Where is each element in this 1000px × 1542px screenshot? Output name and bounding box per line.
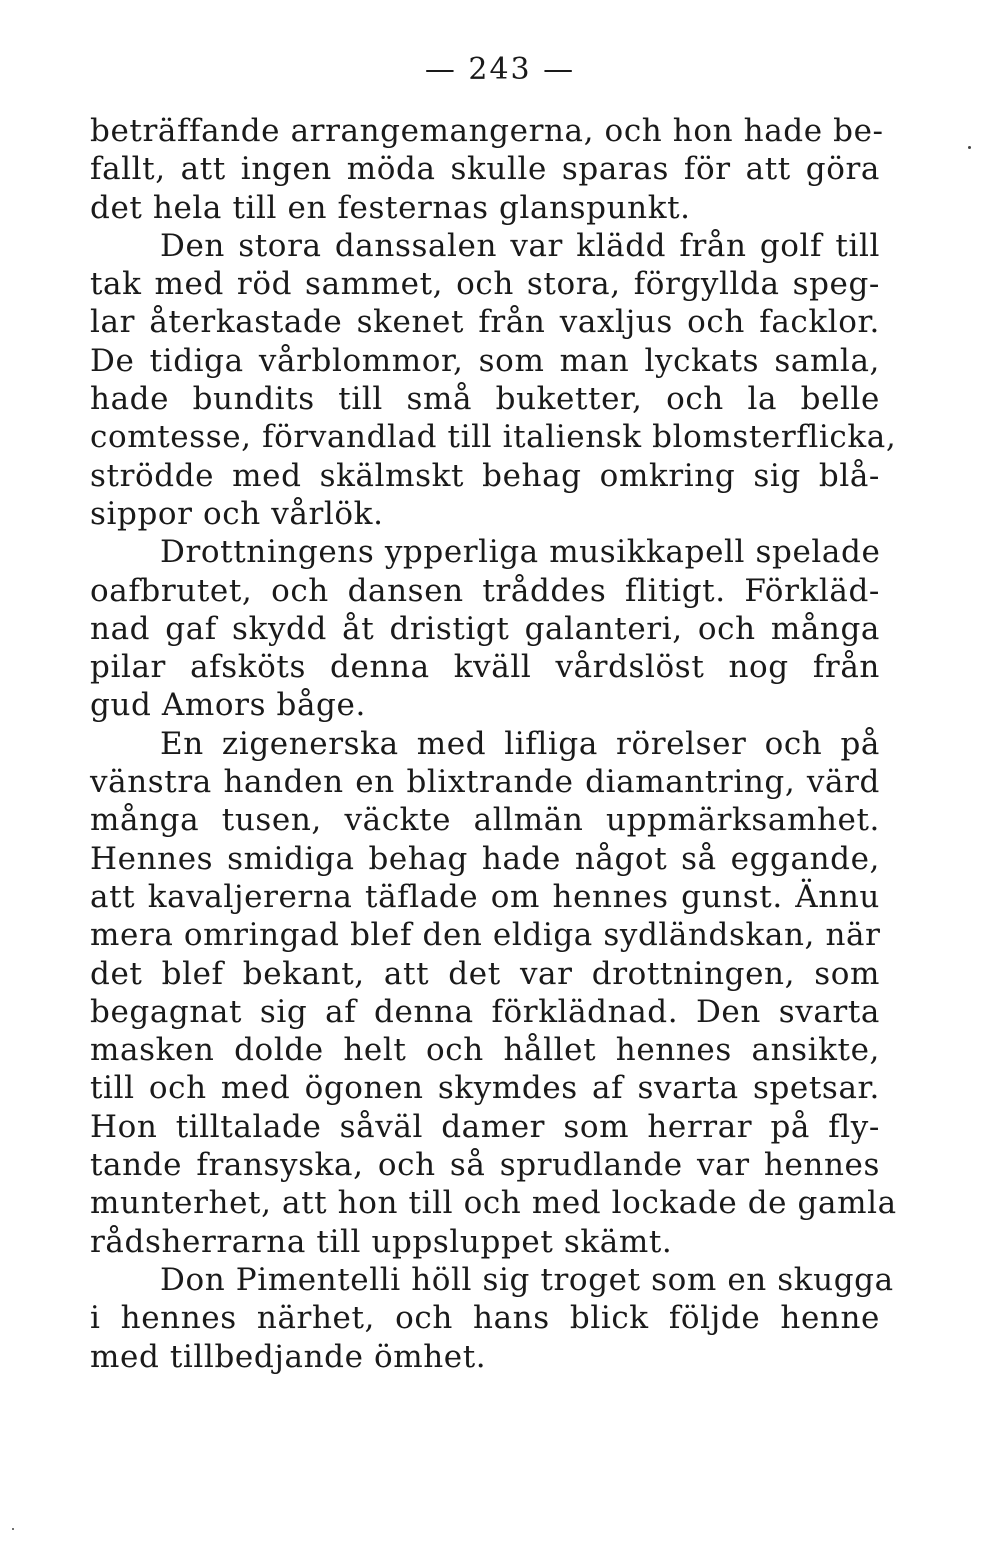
text-line: fallt, att ingen möda skulle sparas för att göra — [90, 151, 880, 188]
print-speck — [12, 1528, 14, 1530]
text-line: många tusen, väckte allmän uppmärksamhet. — [90, 802, 880, 839]
text-line: Drottningens ypperliga musikkapell spelade — [160, 534, 881, 571]
text-line: En zigenerska med lifliga rörelser och på — [160, 725, 880, 762]
text-line: lar återkastade skenet från vaxljus och facklor. — [90, 304, 880, 341]
body-text — [90, 112, 897, 1376]
text-line: mera omringad blef den eldiga sydländskan, när — [90, 917, 881, 954]
text-line: med tillbedjande ömhet. — [90, 1338, 487, 1375]
text-line: det blef bekant, att det var drottningen, som — [90, 955, 880, 992]
text-line: i hennes närhet, och hans blick följde henne — [90, 1300, 880, 1337]
text-line: Don Pimentelli höll sig troget som en skugga — [160, 1261, 894, 1298]
text-line: att kavaljererna täflade om hennes gunst. Ännu — [90, 878, 880, 915]
text-line: sippor och vårlök. — [90, 495, 384, 532]
text-line: Hon tilltalade såväl damer som herrar på fly- — [90, 1108, 880, 1145]
text-line: vänstra handen en blixtrande diamantring, värd — [90, 764, 880, 801]
text-line: De tidiga vårblommor, som man lyckats samla, — [90, 342, 880, 379]
text-line: munterhet, att hon till och med lockade de gamla — [90, 1185, 897, 1222]
text-line: det hela till en festernas glanspunkt. — [90, 189, 691, 226]
text-line: rådsherrarna till uppsluppet skämt. — [90, 1223, 673, 1260]
page-number: — 243 — — [424, 52, 576, 87]
text-line: Hennes smidiga behag hade något så eggande, — [90, 840, 880, 877]
print-speck — [968, 146, 971, 149]
text-line: tande fransyska, och så sprudlande var hennes — [90, 1147, 880, 1184]
text-line: Den stora danssalen var klädd från golf till — [160, 227, 880, 264]
text-line: oafbrutet, och dansen tråddes flitigt. Förkläd- — [90, 572, 880, 609]
text-line: pilar afsköts denna kväll vårdslöst nog från — [90, 649, 880, 686]
text-line: hade bundits till små buketter, och la belle — [90, 381, 880, 418]
text-line: till och med ögonen skymdes af svarta spetsar. — [90, 1070, 880, 1107]
text-line: begagnat sig af denna förklädnad. Den svarta — [90, 993, 880, 1030]
text-line: gud Amors båge. — [90, 687, 366, 724]
text-line: masken dolde helt och hållet hennes ansikte, — [90, 1032, 880, 1069]
text-line: beträffande arrangemangerna, och hon hade be- — [90, 113, 884, 149]
text-line: nad gaf skydd åt dristigt galanteri, och många — [90, 610, 880, 647]
text-line: strödde med skälmskt behag omkring sig blå- — [90, 457, 880, 494]
text-line: comtesse, förvandlad till italiensk blomsterflicka, — [90, 419, 897, 456]
text-line: tak med röd sammet, och stora, förgyllda speg- — [90, 266, 880, 303]
